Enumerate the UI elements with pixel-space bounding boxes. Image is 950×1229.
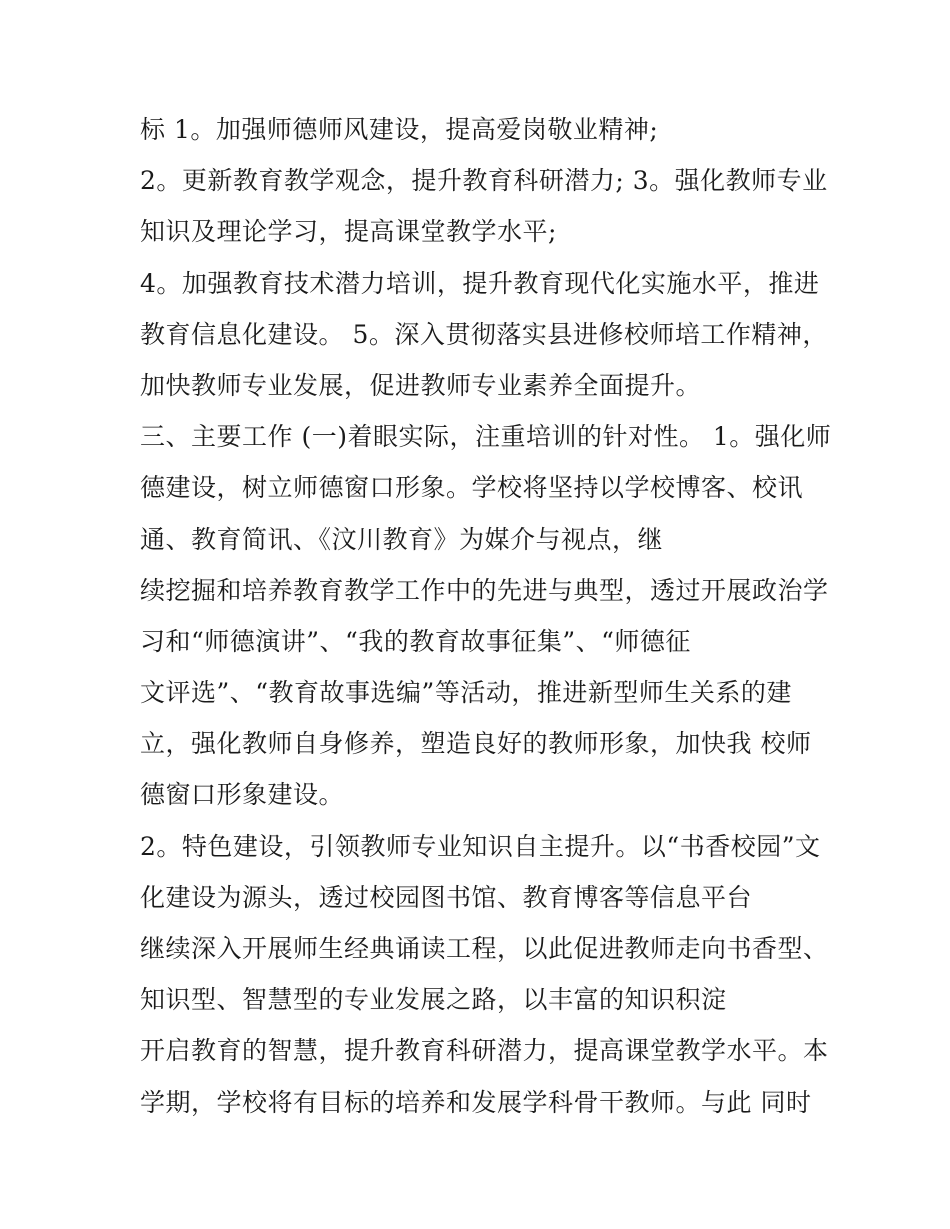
text-line: 4。加强教育技术潜力培训，提升教育现代化实施水平，推进 — [140, 268, 820, 298]
text-line: 文评选”、“教育故事选编”等活动，推进新型师生关系的建 — [140, 678, 792, 708]
text-line: 通、教育简讯、《汶川教育》为媒介与视点，继 — [140, 524, 664, 554]
text-line: 知识及理论学习，提高课堂教学水平; — [140, 217, 557, 247]
text-line: 学期，学校将有目标的培养和发展学科骨干教师。与此 同时 — [140, 1087, 812, 1117]
text-line: 教育信息化建设。 5。深入贯彻落实县进修校师培工作精神， — [140, 319, 828, 349]
text-line: 化建设为源头，透过校园图书馆、教育博客等信息平台 — [140, 882, 753, 912]
text-line: 2。特色建设，引领教师专业知识自主提升。以“书香校园”文 — [140, 831, 821, 861]
text-line: 知识型、智慧型的专业发展之路，以丰富的知识积淀 — [140, 985, 727, 1015]
text-line: 续挖掘和培养教育教学工作中的先进与典型，透过开展政治学 — [140, 575, 829, 605]
text-line: 加快教师专业发展，促进教师专业素养全面提升。 — [140, 370, 702, 400]
text-line: 继续深入开展师生经典诵读工程，以此促进教师走向书香型、 — [140, 934, 829, 963]
document-body — [140, 109, 830, 1133]
text-line: 立，强化教师自身修养，塑造良好的教师形象，加快我 校师 — [140, 729, 812, 759]
text-line: 德建设，树立师德窗口形象。学校将坚持以学校博客、校讯 — [140, 473, 804, 503]
text-line: 三、主要工作 (一)着眼实际，注重培训的针对性。 1。强化师 — [140, 422, 832, 452]
text-line: 开启教育的智慧，提升教育科研潜力，提高课堂教学水平。本 — [140, 1036, 829, 1066]
text-line: 标 1。加强师德师风建设，提高爱岗敬业精神; — [140, 115, 659, 144]
text-line: 德窗口形象建设。 — [140, 780, 345, 810]
text-line: 习和“师德演讲”、“我的教育故事征集”、“师德征 — [140, 626, 691, 656]
text-line: 2。更新教育教学观念，提升教育科研潜力; 3。强化教师专业 — [140, 166, 828, 196]
